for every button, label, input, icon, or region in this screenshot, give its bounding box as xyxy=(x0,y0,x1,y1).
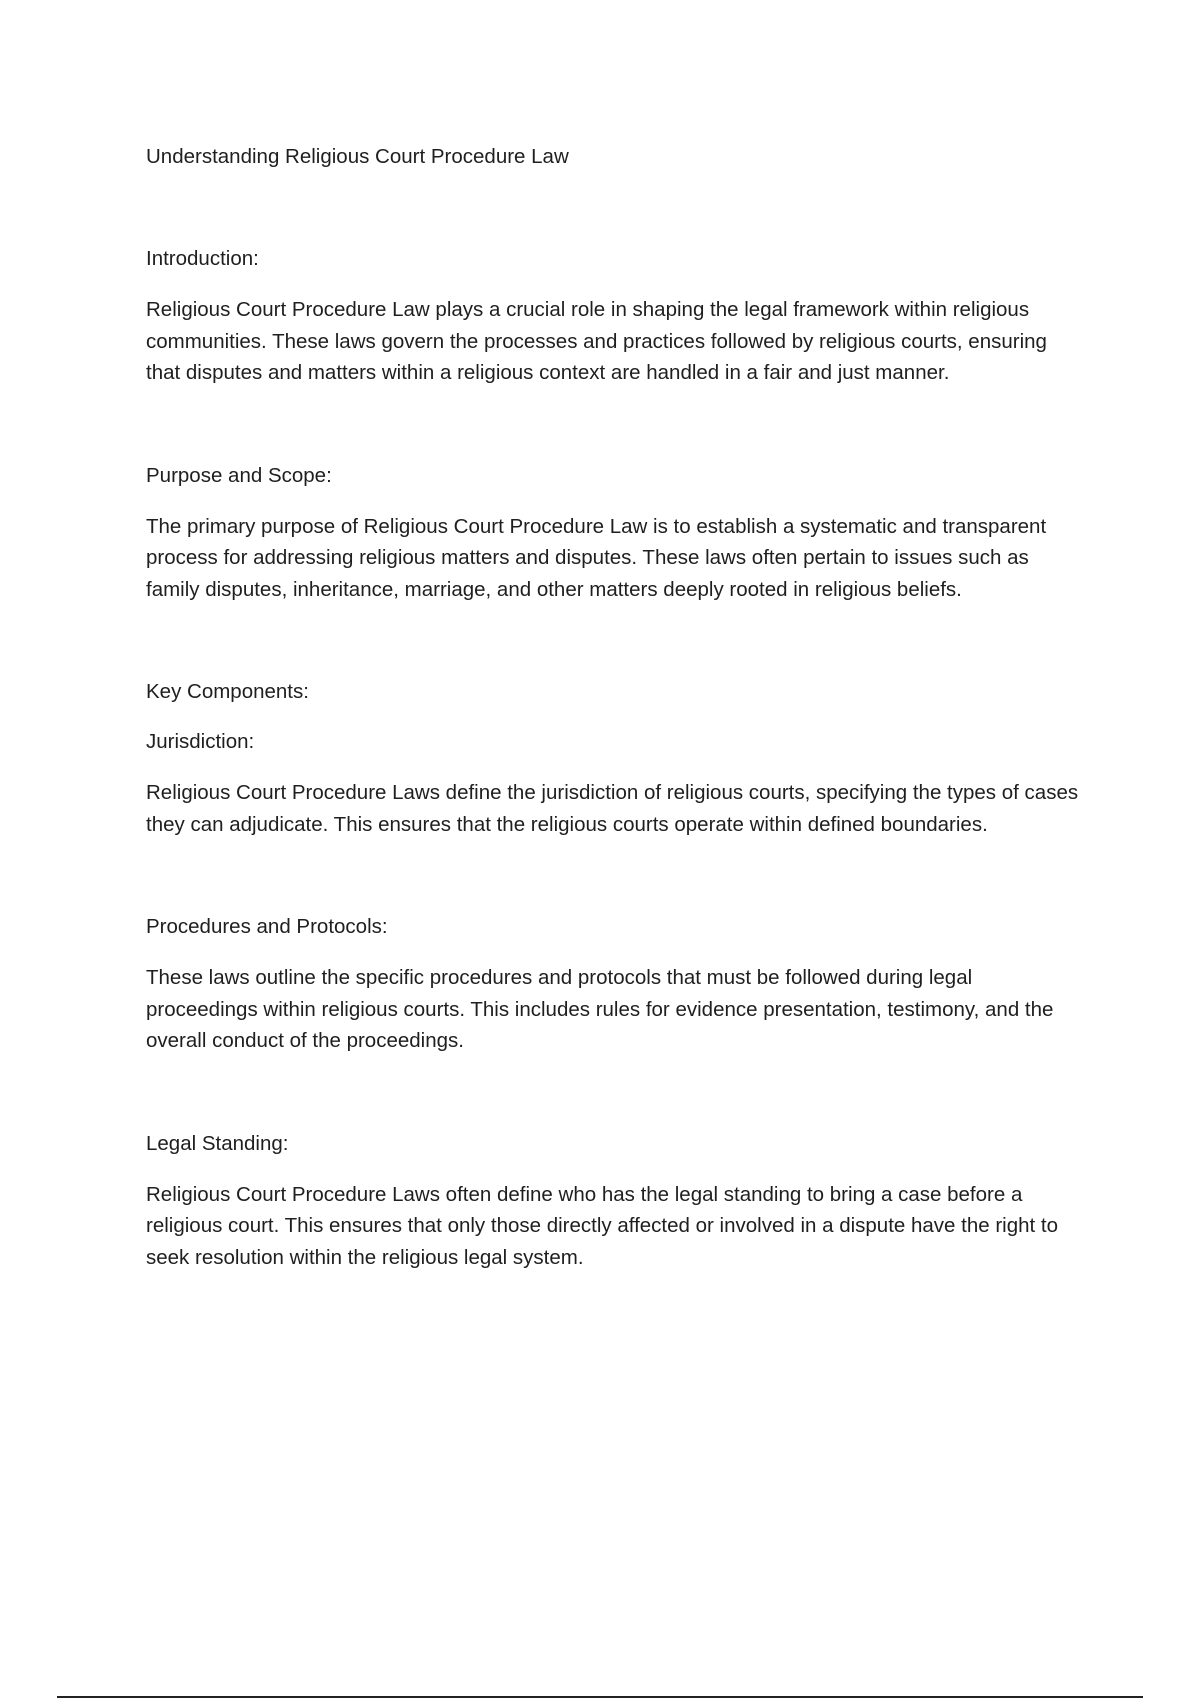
section-heading-purpose-and-scope: Purpose and Scope: xyxy=(146,463,332,487)
section-paragraph-purpose-and-scope: The primary purpose of Religious Court Procedure Law is to establish a systematic and transparent process for addressing religious matters and disputes. These laws often pertain to issues such as family disputes, inheritance, marriage, and other matters deeply rooted in religious beliefs. xyxy=(146,514,1047,601)
section-heading-legal-standing: Legal Standing: xyxy=(146,1131,289,1155)
section-heading-key-components: Key Components: xyxy=(146,680,309,703)
section-procedures-and-protocols xyxy=(146,912,1086,1057)
section-introduction xyxy=(146,244,1086,389)
section-paragraph-legal-standing: Religious Court Procedure Laws often define who has the legal standing to bring a case before a religious court. This ensures that only those directly affected or involved in a dispute have the right to seek resolution within the religious legal system. xyxy=(146,1182,1059,1269)
document-title: Understanding Religious Court Procedure Law xyxy=(146,145,569,168)
document-body xyxy=(146,142,1086,1273)
section-key-components xyxy=(146,677,1086,840)
section-purpose-and-scope xyxy=(146,461,1086,606)
section-heading-introduction: Introduction: xyxy=(146,247,259,270)
section-paragraph-procedures-and-protocols: These laws outline the specific procedures and protocols that must be followed during legal proceedings within religious courts. This includes rules for evidence presentation, testimony, and the overall conduct of the proceedings. xyxy=(146,966,1054,1052)
section-paragraph-introduction: Religious Court Procedure Law plays a crucial role in shaping the legal framework within religious communities. These laws govern the processes and practices followed by religious courts, ensuring that disputes and matters within a religious context are handled in a fair and just manner. xyxy=(146,298,1047,384)
section-paragraph-jurisdiction: Religious Court Procedure Laws define the jurisdiction of religious courts, specifying the types of cases they can adjudicate. This ensures that the religious courts operate within defined boundaries. xyxy=(146,781,1079,836)
section-heading-procedures-and-protocols: Procedures and Protocols: xyxy=(146,915,388,938)
section-legal-standing xyxy=(146,1129,1086,1274)
section-subheading-jurisdiction: Jurisdiction: xyxy=(146,730,255,753)
footer-divider xyxy=(57,1696,1143,1698)
